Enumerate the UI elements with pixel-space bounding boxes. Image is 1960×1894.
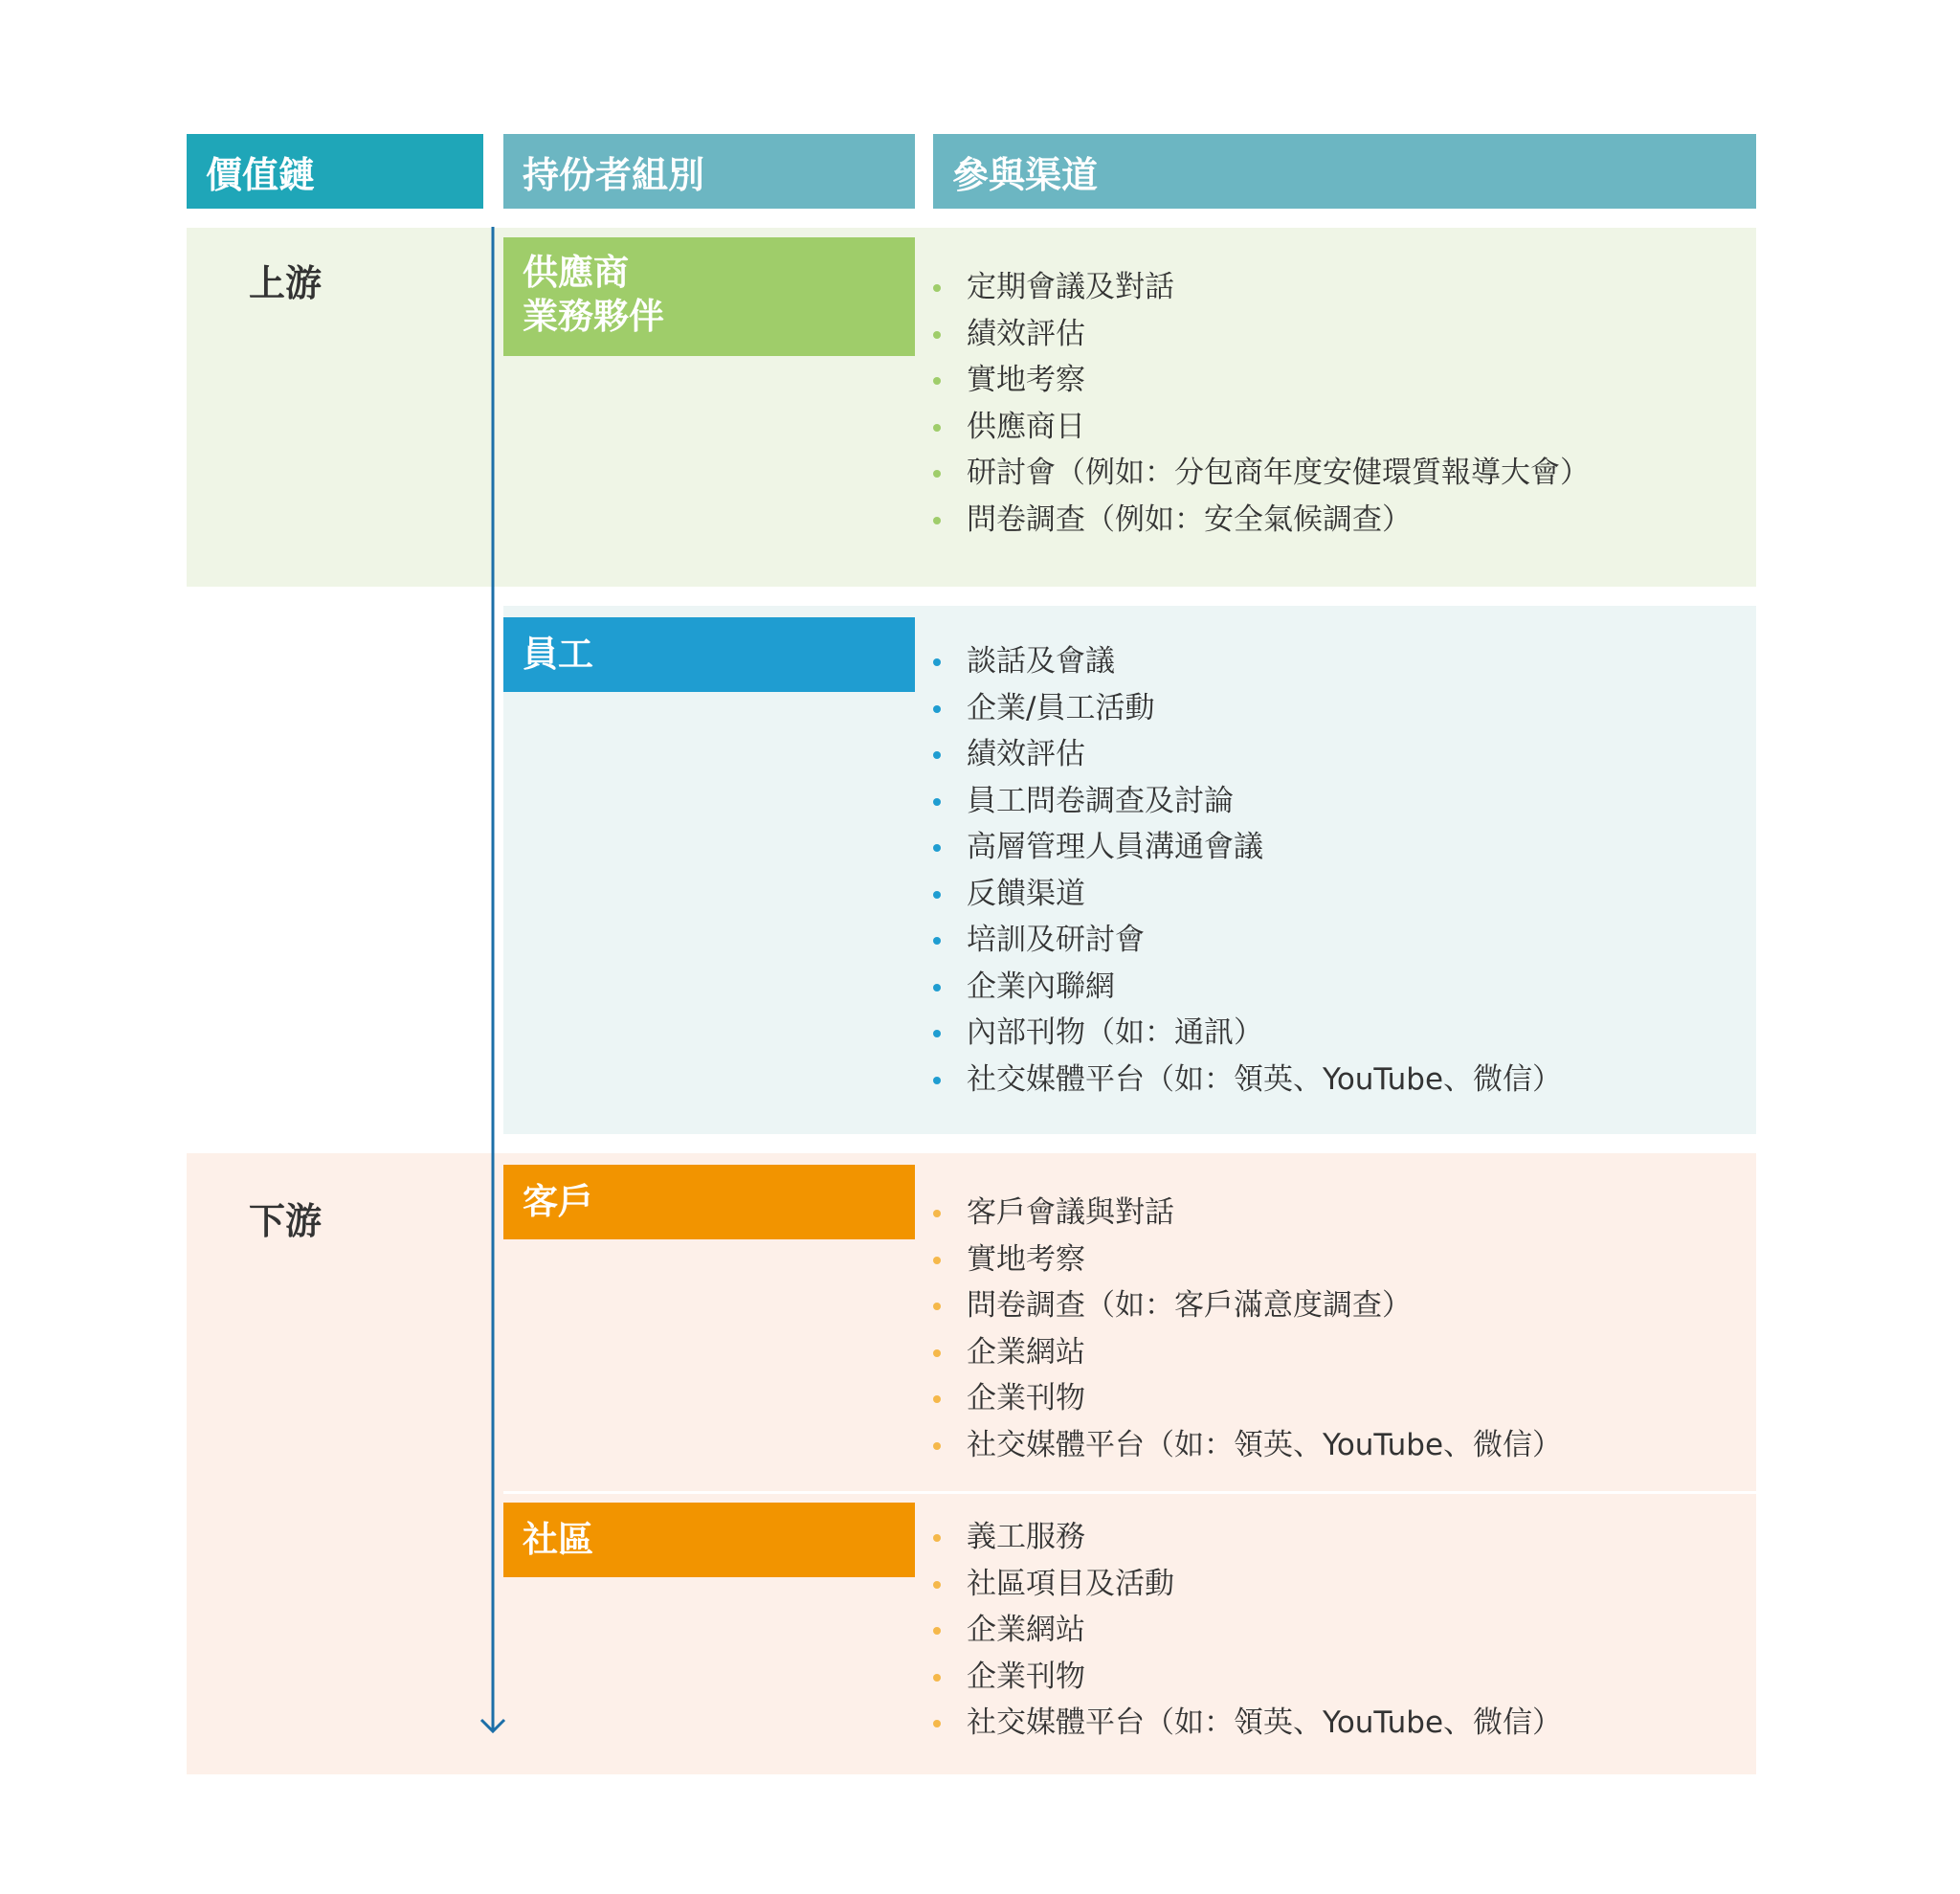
list-item: 培訓及研討會 <box>928 917 1562 964</box>
list-item: 定期會議及對話 <box>928 264 1590 311</box>
header-value-chain-label: 價值鏈 <box>206 153 316 196</box>
stage-downstream: 下游 <box>249 1200 323 1242</box>
list-item: 客戶會議與對話 <box>928 1190 1562 1237</box>
list-item: 實地考察 <box>928 357 1590 404</box>
list-item: 企業/員工活動 <box>928 685 1562 732</box>
list-item: 義工服務 <box>928 1514 1562 1561</box>
group-suppliers <box>503 237 915 356</box>
header-stakeholder-group-label: 持份者組別 <box>523 153 705 196</box>
group-customers-label: 客戶 <box>523 1181 593 1222</box>
list-item: 員工問卷調查及討論 <box>928 778 1562 825</box>
group-community-label: 社區 <box>523 1519 593 1560</box>
list-item: 績效評估 <box>928 731 1562 778</box>
list-item: 企業刊物 <box>928 1654 1562 1701</box>
list-item: 研討會（例如：分包商年度安健環質報導大會） <box>928 450 1590 497</box>
list-item: 企業網站 <box>928 1607 1562 1654</box>
group-community <box>503 1503 915 1577</box>
header-value-chain <box>187 134 483 209</box>
band-divider <box>503 1491 1756 1494</box>
list-item: 問卷調查（例如：安全氣候調查） <box>928 497 1590 544</box>
channels-customers <box>928 1190 1562 1468</box>
channels-employees <box>928 638 1562 1103</box>
list-item: 社交媒體平台（如：領英、YouTube、微信） <box>928 1422 1562 1469</box>
channels-community <box>928 1514 1562 1747</box>
header-stakeholder-group <box>503 134 915 209</box>
group-employees <box>503 617 915 692</box>
group-suppliers-line1: 供應商 <box>523 252 629 293</box>
list-item: 高層管理人員溝通會議 <box>928 824 1562 871</box>
channels-suppliers <box>928 264 1590 543</box>
list-item: 社區項目及活動 <box>928 1561 1562 1608</box>
list-item: 企業內聯網 <box>928 964 1562 1011</box>
list-item: 社交媒體平台（如：領英、YouTube、微信） <box>928 1057 1562 1103</box>
header-engagement-channels-label: 參與渠道 <box>952 153 1099 196</box>
list-item: 問卷調查（如：客戶滿意度調查） <box>928 1282 1562 1329</box>
list-item: 社交媒體平台（如：領英、YouTube、微信） <box>928 1700 1562 1747</box>
list-item: 企業網站 <box>928 1329 1562 1376</box>
group-customers <box>503 1165 915 1239</box>
list-item: 內部刊物（如：通訊） <box>928 1010 1562 1057</box>
list-item: 談話及會議 <box>928 638 1562 685</box>
list-item: 實地考察 <box>928 1237 1562 1283</box>
list-item: 供應商日 <box>928 404 1590 451</box>
group-employees-label: 員工 <box>523 634 593 675</box>
stage-upstream: 上游 <box>249 262 323 304</box>
header-engagement-channels <box>933 134 1756 209</box>
list-item: 績效評估 <box>928 311 1590 358</box>
list-item: 反饋渠道 <box>928 871 1562 918</box>
list-item: 企業刊物 <box>928 1375 1562 1422</box>
group-suppliers-line2: 業務夥伴 <box>523 296 664 337</box>
